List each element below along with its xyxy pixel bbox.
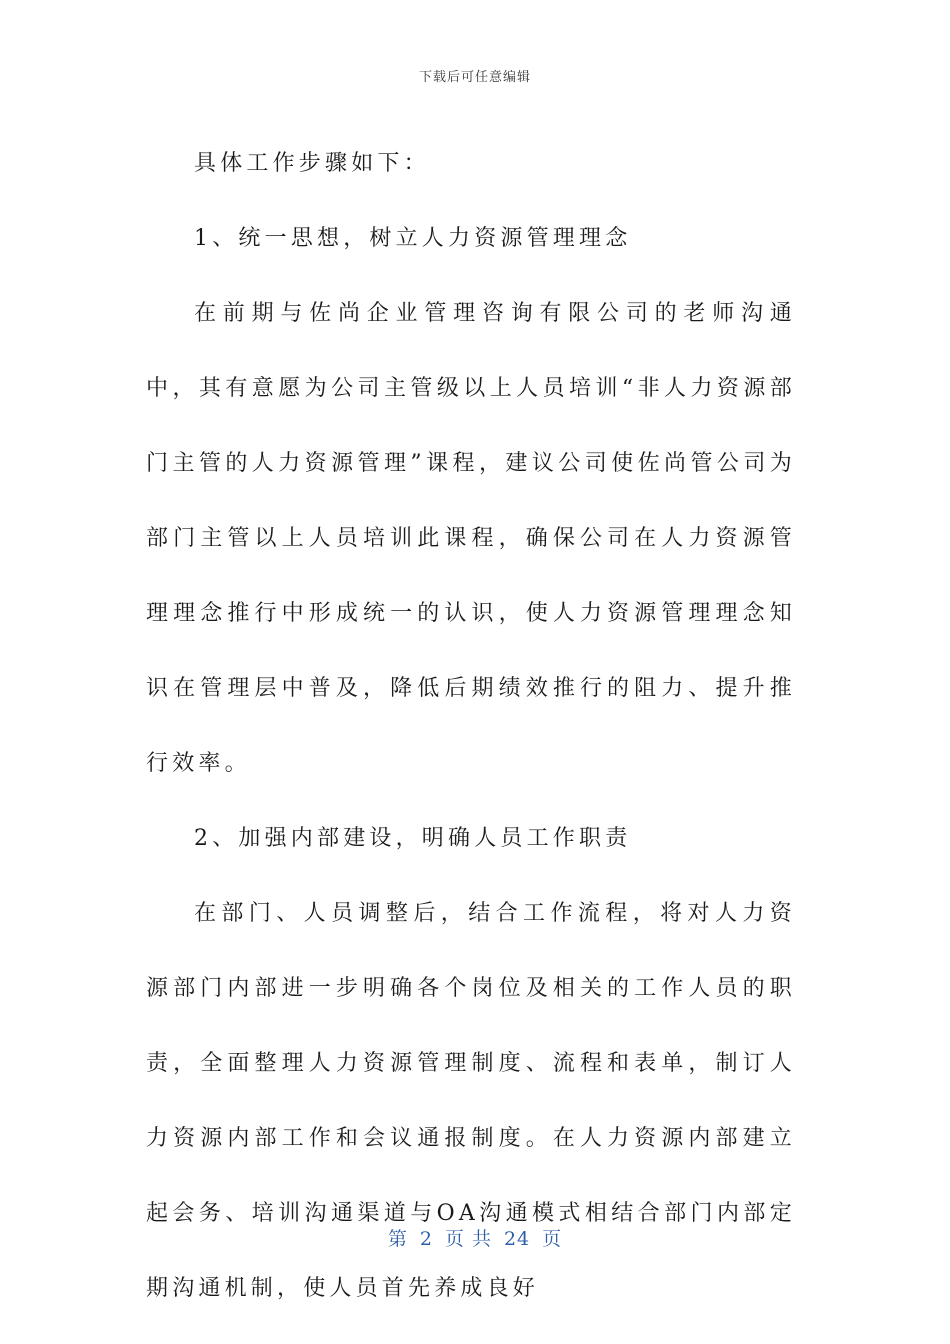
section-heading-1: 1、统一思想，树立人力资源管理理念 (194, 226, 632, 251)
paragraph-intro: 具体工作步骤如下： (194, 151, 430, 176)
section-heading-2: 2、加强内部建设，明确人员工作职责 (194, 826, 632, 851)
page-number-footer (0, 1224, 950, 1251)
footer-suffix: 页 (542, 1228, 563, 1250)
paragraph-section-1: 在前期与佐尚企业管理咨询有限公司的老师沟通中，其有意愿为公司主管级以上人员培训“非人力资源部门主管的人力资源管理”课程，建议公司使佐尚管公司为部门主管以上人员培训此课程，确保公司在人力资源管理理念推行中形成统一的认识，使人力资源管理理念知识在管理层中普及，降低后期绩效推行的阻力、提升推行效率。 (146, 301, 796, 776)
footer-page-number: 2 (419, 1228, 433, 1250)
header-note: 下载后可任意编辑 (418, 70, 531, 85)
footer-prefix: 第 (387, 1228, 408, 1250)
footer-total-pages: 24 (503, 1228, 531, 1250)
paragraph-section-2: 在部门、人员调整后，结合工作流程，将对人力资源部门内部进一步明确各个岗位及相关的工作人员的职责，全面整理人力资源管理制度、流程和表单，制订人力资源内部工作和会议通报制度。在人力资源内部建立起会务、培训沟通渠道与OA沟通模式相结合部门内部定期沟通机制，使人员首先养成良好 (146, 901, 796, 1301)
document-body (146, 126, 796, 1326)
footer-middle: 页 共 (444, 1228, 492, 1250)
